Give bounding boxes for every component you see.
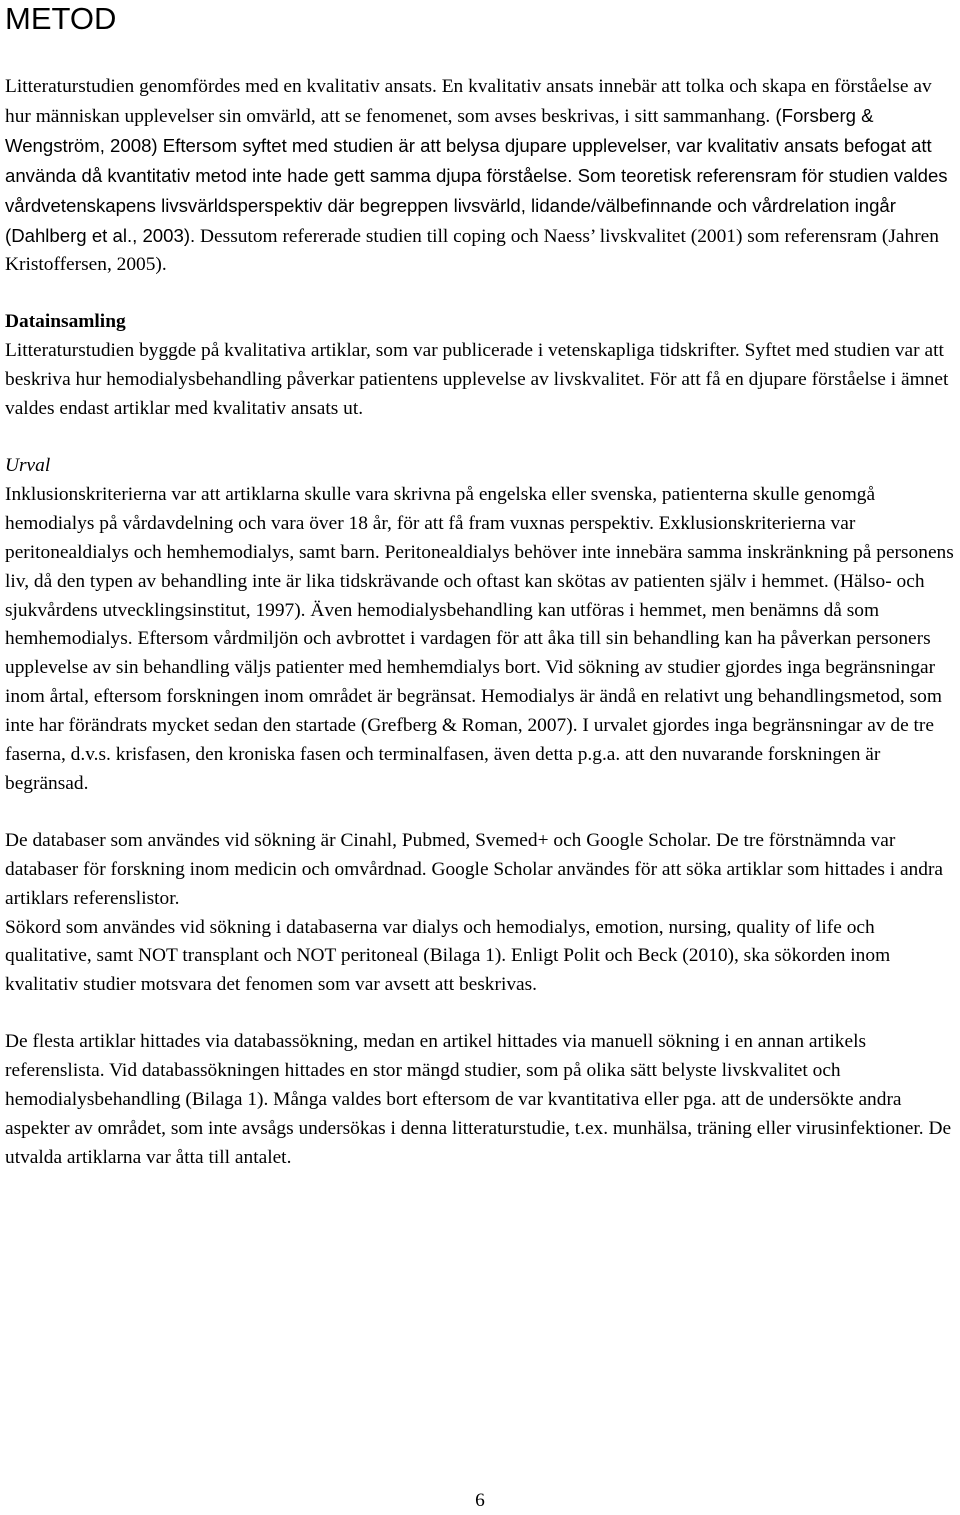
page-title: METOD <box>5 1 117 36</box>
intro-sentence-3: Dessutom refererade studien till coping och Naess’ livskvalitet (2001) som referensram (Jahren Kristoffersen, 2005). <box>5 225 939 276</box>
urval-paragraph: Inklusionskriterierna var att artiklarna skulle vara skrivna på engelska eller svenska, patienterna skulle genomgå hemodialys på vårdavdelning och vara över 18 år, för att få fram vuxnas perspektiv. Exklusionskriterierna var peritonealdialys och hemhemodialys, samt barn. Peritonealdialys behöver inte innebära samma inskränkning på personens liv, då den typen av behandling inte är lika tidskrävande och oftast kan skötas av patienten själv i hemmet. (Hälso- och sjukvårdens utvecklingsinstitut, 1997). Även hemodialysbehandling kan utföras i hemmet, men benämns då som hemhemodialys. Eftersom vårdmiljön och avbrottet i vardagen för att åka till sin behandling kan ha påverkan personers upplevelse av sin behandling väljs patienter med hemhemdialys bort. Vid sökning av studier gjordes inga begränsningar inom årtal, eftersom forskningen inom området är begränsat. Hemodialys är ändå en relativt ung behandlingsmetod, som inte har förändrats mycket sedan den startade (Grefberg & Roman, 2007). I urvalet gjordes inga begränsningar av de tre faserna, d.v.s. krisfasen, den kroniska fasen och terminalfasen, även detta p.g.a. att den nuvarande forskningen är begränsad. <box>5 483 954 794</box>
results-paragraph: De flesta artiklar hittades via databassökning, medan en artikel hittades via manuell sökning i en annan artikels referenslista. Vid databassökningen hittades en stor mängd studier, som på olika sätt belyste livskvalitet och hemodialysbehandling (Bilaga 1). Många valdes bort eftersom de var kvantitativa eller pga. att de undersökte andra aspekter av området, som inte avsågs undersökas i denna litteraturstudie, t.ex. munhälsa, träning eller virusinfektioner. De utvalda artiklarna var åtta till antalet. <box>5 1031 952 1168</box>
datainsamling-paragraph: Litteraturstudien byggde på kvalitativa artiklar, som var publicerade i vetenskapliga tidskrifter. Syftet med studien var att beskriva hur hemodialysbehandling påverkar patientens upplevelse av livskvalitet. För att få en djupare förståelse i ämnet valdes endast artiklar med kvalitativ ansats ut. <box>5 340 949 420</box>
intro-sentence-2: (Forsberg & Wengström, 2008) Eftersom syftet med studien är att belysa djupare upplevelser, var kvalitativ ansats befogat att använda då kvantitativ metod inte hade gett samma djupa förståelse. Som teoretisk referensram för studien valdes vårdvetenskapens livsvärldsperspektiv där begreppen livsvärld, lidande/välbefinnande och vårdrelation ingår (Dahlberg et al., 2003). <box>5 104 948 246</box>
intro-sentence-1: Litteraturstudien genomfördes med en kvalitativ ansats. En kvalitativ ansats innebär att tolka och skapa en förståelse av hur människan upplevelser sin omvärld, att se fenomenet, som avses beskrivas, i sitt sammanhang. <box>5 76 932 127</box>
databases-paragraph: De databaser som användes vid sökning är Cinahl, Pubmed, Svemed+ och Google Scholar. De tre förstnämnda var databaser för forskning inom medicin och omvårdnad. Google Scholar användes för att söka artiklar som hittades i andra artiklars referenslistor. <box>5 829 944 909</box>
document-page <box>5 0 957 1173</box>
urval-heading: Urval <box>5 454 51 476</box>
keywords-paragraph: Sökord som användes vid sökning i databaserna var dialys och hemodialys, emotion, nursing, quality of life och qualitative, samt NOT transplant och NOT peritoneal (Bilaga 1). Enligt Polit och Beck (2010), ska sökorden inom kvalitativ studier motsvara det fenomen som var avsett att beskrivas. <box>5 916 891 996</box>
intro-paragraph <box>5 73 957 280</box>
page-number: 6 <box>475 1490 485 1511</box>
datainsamling-heading: Datainsamling <box>5 311 126 333</box>
